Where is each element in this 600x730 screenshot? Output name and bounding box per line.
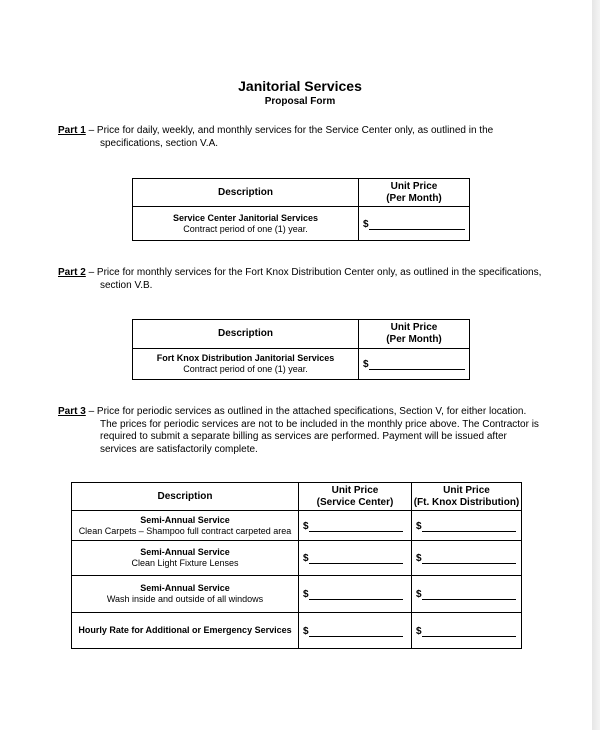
part-3-text (58, 406, 539, 456)
part-1-table (132, 178, 470, 241)
currency-sign: $ (303, 553, 309, 564)
row-title: Semi-Annual Service (140, 547, 230, 557)
price-entry-field-ft-knox[interactable] (412, 613, 522, 649)
row-title: Semi-Annual Service (140, 514, 230, 525)
price-blank-line (422, 552, 516, 564)
col-a-line-1: Unit Price (331, 484, 379, 496)
row-description (72, 541, 299, 576)
part-2-line-2: section V.B. (100, 279, 153, 291)
col-unit-price (359, 179, 470, 207)
part-1-line-2: specifications, section V.A. (100, 137, 219, 149)
col-unit-price-service-center (299, 483, 412, 511)
row-title: Semi-Annual Service (140, 583, 230, 593)
currency-sign: $ (303, 589, 309, 600)
row-description (133, 207, 359, 241)
price-entry-field-ft-knox[interactable] (412, 576, 522, 613)
col-unit-price-line-1: Unit Price (390, 180, 438, 192)
price-entry-field-ft-knox[interactable] (412, 511, 522, 541)
price-blank-line (309, 552, 403, 564)
price-blank-line (422, 625, 516, 637)
col-unit-price (359, 320, 470, 349)
col-b-line-1: Unit Price (443, 484, 490, 496)
part-2-label: Part 2 (58, 267, 86, 278)
part-2-table (132, 319, 470, 380)
row-subtitle: Clean Carpets – Shampoo full contract carpeted area (78, 525, 292, 536)
row-description (72, 511, 299, 541)
col-unit-price-line-2: (Per Month) (386, 334, 442, 345)
col-unit-price-ft-knox (412, 483, 522, 511)
price-entry-field-service-center[interactable] (299, 613, 412, 649)
page-subtitle: Proposal Form (264, 96, 336, 107)
col-description: Description (133, 179, 359, 207)
part-3-line-1: – Price for periodic services as outlined in the attached specifications, Section V, for either location. (88, 406, 527, 417)
page-title: Janitorial Services (238, 78, 362, 94)
part-2-line-1: – Price for monthly services for the Fort Knox Distribution Center only, as outlined in the specifications, (88, 267, 542, 278)
part-2-text (58, 267, 541, 292)
row-description (72, 613, 299, 649)
part-3-table (71, 482, 522, 649)
part-3-line-3: required to submit a separate billing as services are performed. Payment will be issued after (100, 431, 507, 442)
row-subtitle: Clean Light Fixture Lenses (131, 558, 239, 568)
col-description: Description (133, 320, 359, 349)
price-blank-line (309, 520, 403, 532)
price-blank-line (309, 625, 403, 637)
col-unit-price-line-2: (Per Month) (386, 192, 442, 204)
col-a-line-2: (Service Center) (316, 496, 394, 508)
price-entry-field[interactable] (359, 207, 470, 241)
price-entry-field-ft-knox[interactable] (412, 541, 522, 576)
col-b-line-2: (Ft. Knox Distribution) (413, 496, 520, 508)
currency-sign: $ (416, 553, 422, 564)
currency-sign: $ (303, 520, 309, 532)
currency-sign: $ (363, 218, 369, 230)
price-blank-line (422, 588, 516, 600)
part-1-line-1: – Price for daily, weekly, and monthly services for the Service Center only, as outlined in the (88, 125, 494, 136)
row-subtitle: Contract period of one (1) year. (183, 223, 308, 234)
page-edge (592, 0, 600, 730)
currency-sign: $ (363, 359, 369, 370)
price-entry-field-service-center[interactable] (299, 511, 412, 541)
price-entry-field-service-center[interactable] (299, 541, 412, 576)
part-3-label: Part 3 (58, 406, 86, 417)
currency-sign: $ (416, 520, 422, 532)
row-title: Hourly Rate for Additional or Emergency Services (78, 625, 292, 635)
price-blank-line (369, 358, 465, 370)
currency-sign: $ (303, 625, 309, 637)
col-description: Description (72, 483, 299, 511)
row-description (72, 576, 299, 613)
price-blank-line (309, 588, 403, 600)
row-subtitle: Contract period of one (1) year. (183, 364, 308, 374)
part-3-line-4: services are satisfactorily complete. (100, 443, 258, 455)
row-title: Service Center Janitorial Services (172, 212, 319, 223)
part-1-label: Part 1 (58, 125, 86, 136)
part-1-text (58, 125, 493, 150)
row-subtitle: Wash inside and outside of all windows (106, 594, 264, 604)
col-unit-price-line-1: Unit Price (390, 322, 438, 333)
part-3-line-2: The prices for periodic services are not to be included in the monthly price above. The Contractor is (100, 418, 539, 430)
currency-sign: $ (416, 589, 422, 600)
price-blank-line (422, 520, 516, 532)
price-entry-field-service-center[interactable] (299, 576, 412, 613)
price-blank-line (369, 218, 465, 230)
row-description (133, 349, 359, 380)
row-title: Fort Knox Distribution Janitorial Services (156, 353, 335, 363)
price-entry-field[interactable] (359, 349, 470, 380)
currency-sign: $ (416, 625, 422, 637)
